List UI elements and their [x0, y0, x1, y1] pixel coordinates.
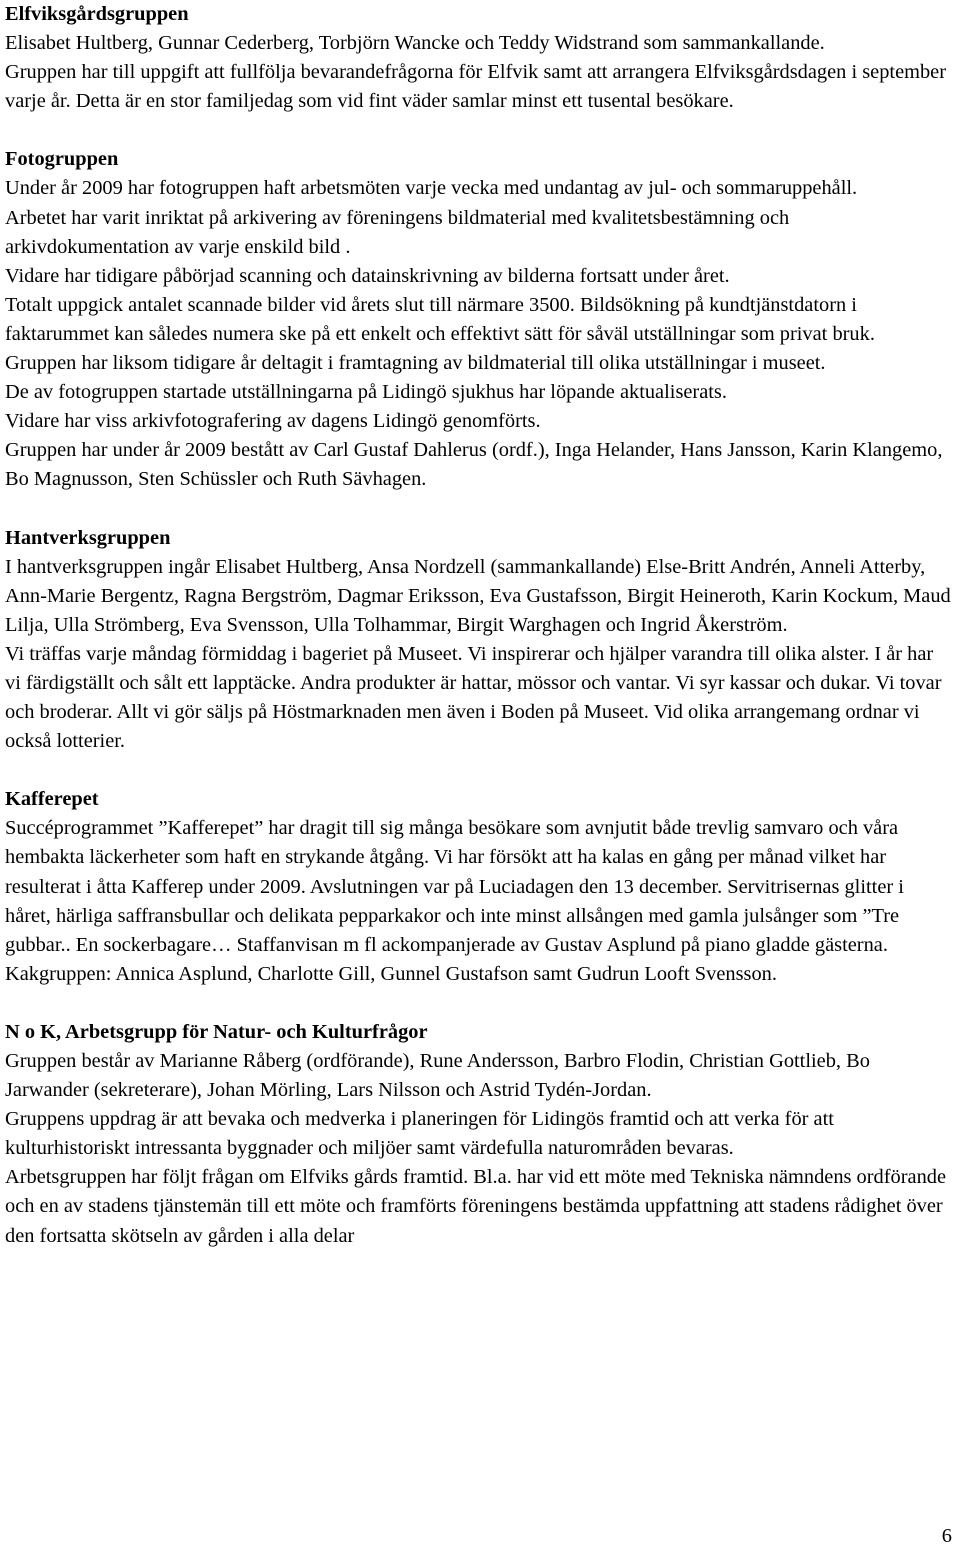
section-heading: Hantverksgruppen	[5, 526, 171, 549]
paragraph: Under år 2009 har fotogruppen haft arbetsmöten varje vecka med undantag av jul- och sommaruppehåll.	[5, 177, 858, 200]
paragraph: Arbetet har varit inriktat på arkivering av föreningens bildmaterial med kvalitetsbestämning och arkivdokumentation av varje enskild bild .	[5, 206, 790, 258]
paragraph: Totalt uppgick antalet scannade bilder vid årets slut till närmare 3500. Bildsökning på kundtjänstdatorn i faktarummet kan således numera ske på ett enkelt och effektivt sätt för såväl utställningar som privat bruk.	[5, 293, 875, 345]
section-heading: Elfviksgårdsgruppen	[5, 3, 189, 25]
paragraph: Succéprogrammet ”Kafferepet” har dragit till sig många besökare som avnjutit både trevlig samvaro och våra hembakta läckerheter som haft en strykande åtgång. Vi har försökt att ha kalas en gång per månad vilket har resulterat i åtta Kafferep under 2009. Avslutningen var på Luciadagen den 13 december. Servitrisernas glitter i håret, härliga saffransbullar och delikata pepparkakor och inte minst allsången med gamla julsånger som ”Tre gubbar.. En sockerbagare… Staffanvisan m fl ackompanjerade av Gustav Asplund på piano gladde gästerna. Kakgruppen: Annica Asplund, Charlotte Gill, Gunnel Gustafson samt Gudrun Looft Svensson.	[5, 817, 904, 985]
paragraph: Elisabet Hultberg, Gunnar Cederberg, Torbjörn Wancke och Teddy Widstrand som sammankallande.	[5, 32, 825, 55]
paragraph: Gruppen består av Marianne Råberg (ordförande), Rune Andersson, Barbro Flodin, Christian Gottlieb, Bo Jarwander (sekreterare), Johan Mörling, Lars Nilsson och Astrid Tydén-Jordan.	[5, 1050, 870, 1102]
section-fotogruppen	[5, 145, 954, 494]
section-heading: N o K, Arbetsgrupp för Natur- och Kulturfrågor	[5, 1020, 428, 1043]
section-elfviksgardsgruppen	[5, 0, 954, 116]
paragraph: Gruppen har liksom tidigare år deltagit i framtagning av bildmaterial till olika utställningar i museet.	[5, 352, 826, 375]
paragraph: Vidare har viss arkivfotografering av dagens Lidingö genomförts.	[5, 410, 541, 433]
paragraph: Gruppen har under år 2009 bestått av Carl Gustaf Dahlerus (ordf.), Inga Helander, Hans Jansson, Karin Klangemo, Bo Magnusson, Sten Schüssler och Ruth Sävhagen.	[5, 439, 943, 491]
page-number: 6	[941, 1525, 952, 1547]
paragraph: I hantverksgruppen ingår Elisabet Hultberg, Ansa Nordzell (sammankallande) Else-Britt Andrén, Anneli Atterby, Ann-Marie Bergentz, Ragna Bergström, Dagmar Eriksson, Eva Gustafsson, Birgit Heineroth, Karin Kockum, Maud Lilja, Ulla Strömberg, Eva Svensson, Ulla Tolhammar, Birgit Warghagen och Ingrid Åkerström.	[5, 555, 951, 636]
paragraph: Gruppens uppdrag är att bevaka och medverka i planeringen för Lidingös framtid och att verka för att kulturhistoriskt intressanta byggnader och miljöer samt värdefulla naturområden bevaras.	[5, 1108, 834, 1160]
paragraph: De av fotogruppen startade utställningarna på Lidingö sjukhus har löpande aktualiserats.	[5, 381, 727, 404]
paragraph: Gruppen har till uppgift att fullfölja bevarandefrågorna för Elfvik samt att arrangera Elfviksgårdsdagen i september varje år. Detta är en stor familjedag som vid fint väder samlar minst ett tusental besökare.	[5, 61, 947, 113]
paragraph: Vi träffas varje måndag förmiddag i bageriet på Museet. Vi inspirerar och hjälper varandra till olika alster. I år har vi färdigställt och sålt ett lapptäcke. Andra produkter är hattar, mössor och vantar. Vi syr kassar och dukar. Vi tovar och broderar. Allt vi gör säljs på Höstmarknaden men även i Boden på Museet. Vid olika arrangemang ordnar vi också lotterier.	[5, 642, 942, 753]
section-hantverksgruppen	[5, 524, 954, 757]
section-heading: Fotogruppen	[5, 148, 119, 171]
paragraph: Vidare har tidigare påbörjad scanning och datainskrivning av bilderna fortsatt under året.	[5, 264, 730, 287]
paragraph: Arbetsgruppen har följt frågan om Elfviks gårds framtid. Bl.a. har vid ett möte med Tekniska nämndens ordförande och en av stadens tjänstemän till ett möte och framförts föreningens bestämda uppfattning att stadens rådighet över den fortsatta skötseln av gården i alla delar	[5, 1166, 947, 1247]
section-kafferepet	[5, 785, 954, 989]
section-heading: Kafferepet	[5, 788, 99, 811]
section-nok-arbetsgrupp	[5, 1018, 954, 1251]
